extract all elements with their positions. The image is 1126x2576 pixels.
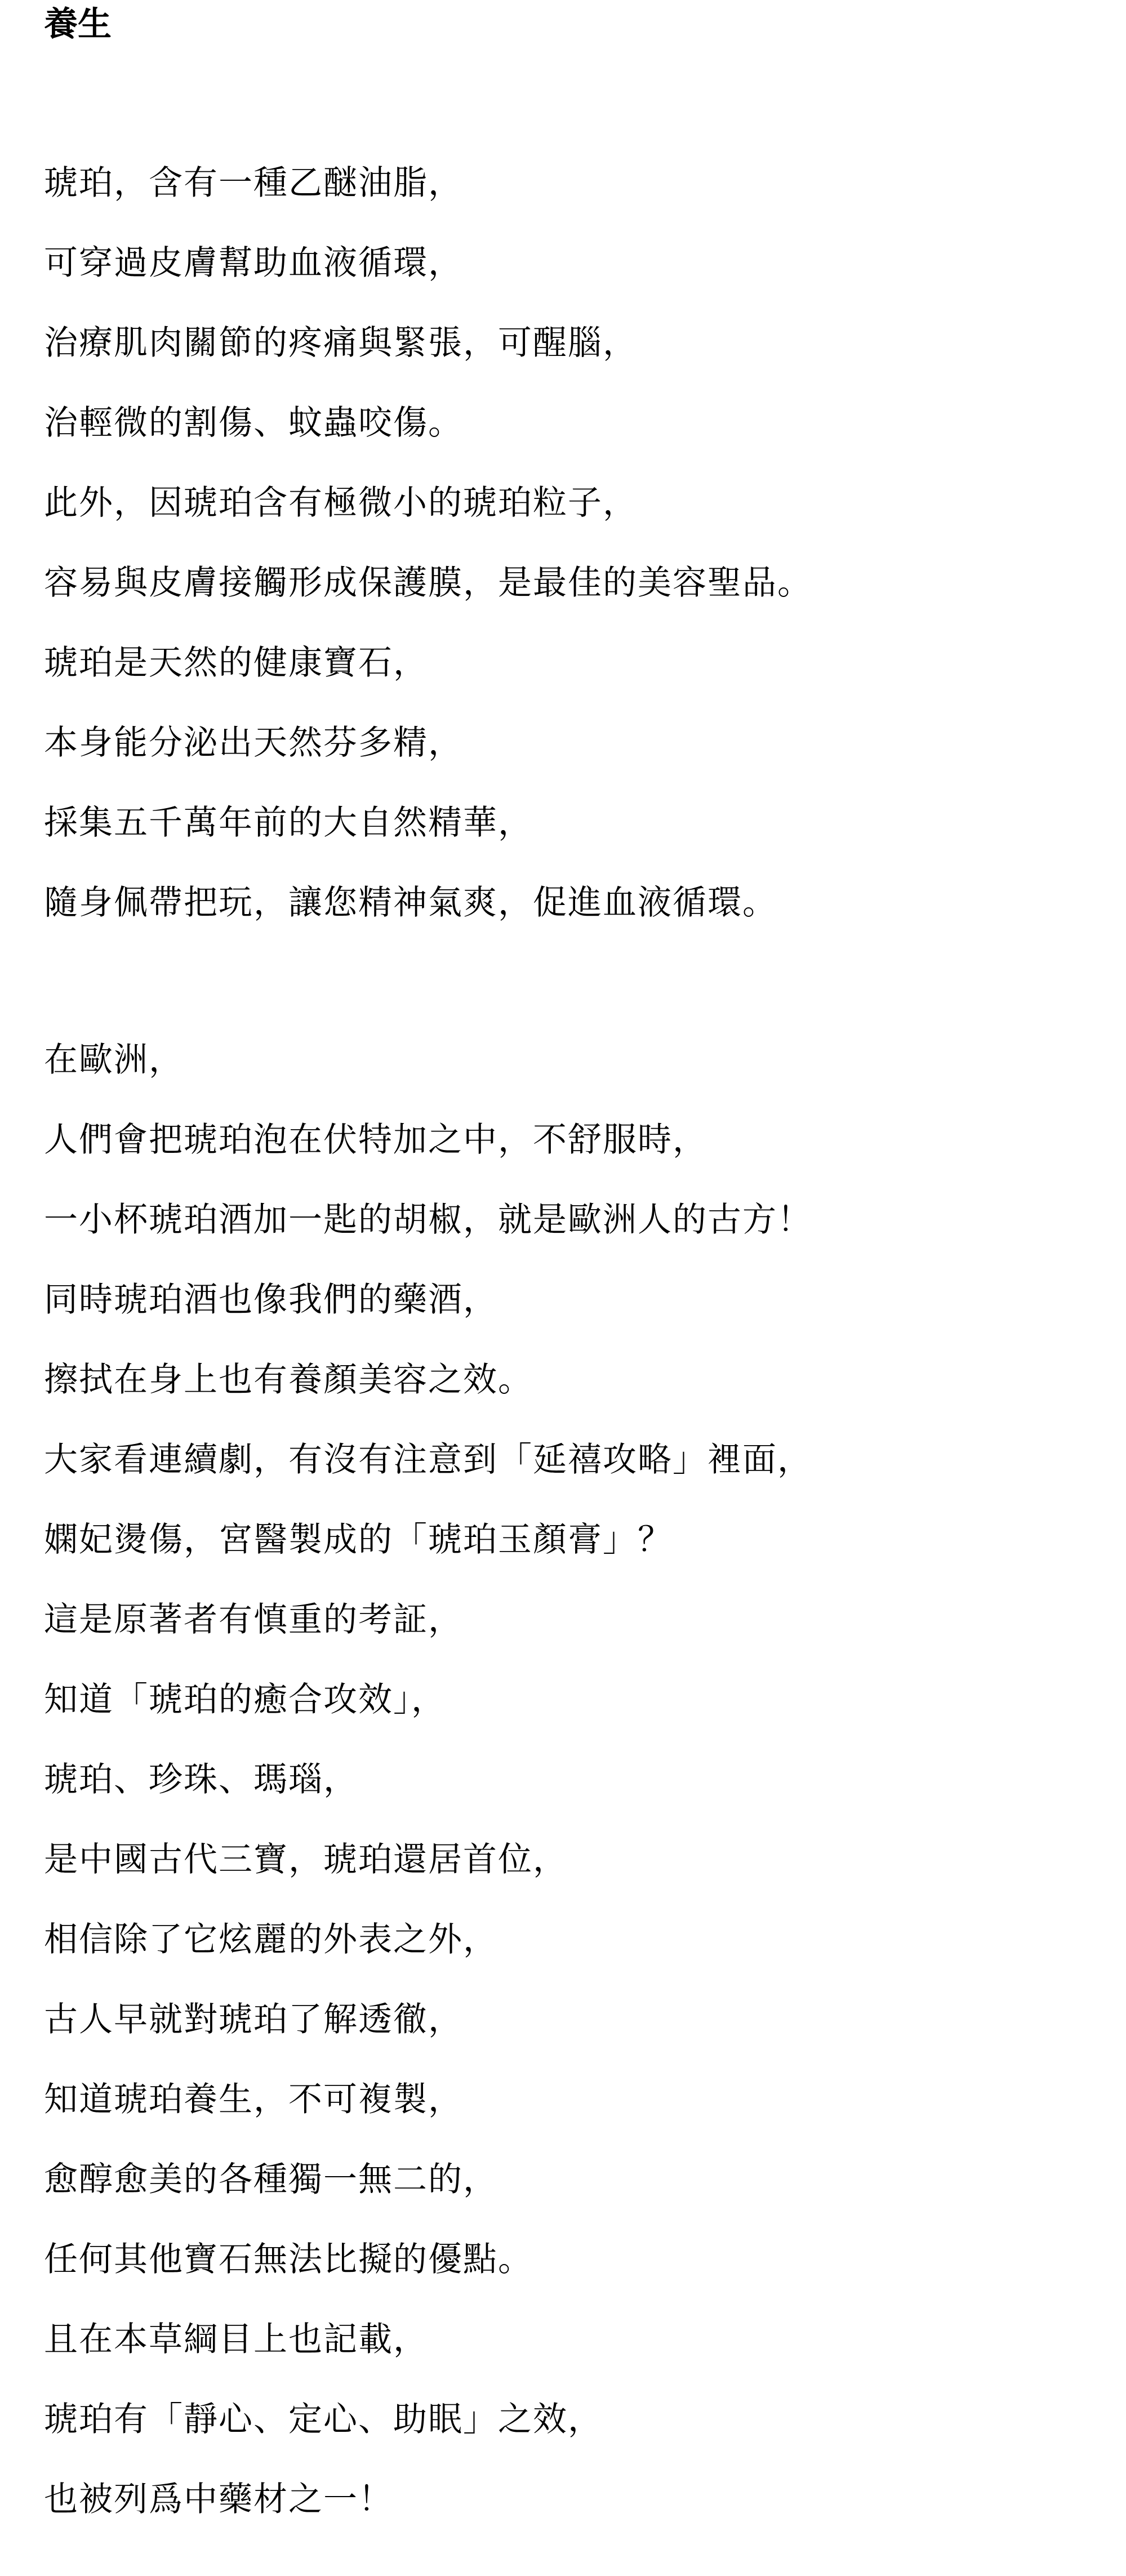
text-line: 容易與皮膚接觸形成保護膜，是最佳的美容聖品。 [44,563,812,603]
text-line: 嫻妃燙傷，宮醫製成的「琥珀玉顏膏」？ [44,1520,673,1559]
text-line: 也被列爲中藥材之一！ [44,2480,393,2519]
paragraph-2 [44,1040,1103,2560]
text-line: 這是原著者有慎重的考証， [44,1600,463,1639]
text-line: 擦拭在身上也有養顏美容之效。 [44,1360,533,1400]
text-line: 同時琥珀酒也像我們的藥酒， [44,1280,498,1320]
text-line: 一小杯琥珀酒加一匙的胡椒，就是歐洲人的古方！ [44,1200,812,1240]
text-line: 知道琥珀養生，不可複製， [44,2080,463,2119]
text-line: 可穿過皮膚幫助血液循環， [44,243,463,283]
text-line: 相信除了它炫麗的外表之外， [44,1920,498,1959]
text-line: 古人早就對琥珀了解透徹， [44,2000,463,2039]
text-line: 此外，因琥珀含有極微小的琥珀粒子， [44,483,638,523]
text-line: 採集五千萬年前的大自然精華， [44,803,533,843]
text-line: 任何其他寶石無法比擬的優點。 [44,2240,533,2279]
page-title: 養生 [44,5,112,44]
text-line: 治輕微的割傷、蚊蟲咬傷。 [44,403,463,443]
paragraph-1 [44,163,1103,963]
text-line: 本身能分泌出天然芬多精， [44,723,463,763]
text-line: 琥珀、珍珠、瑪瑙， [44,1760,358,1799]
text-line: 治療肌肉關節的疼痛與緊張，可醒腦， [44,323,638,363]
text-line: 大家看連續劇，有沒有注意到「延禧攻略」裡面， [44,1440,812,1479]
text-line: 隨身佩帶把玩，讓您精神氣爽，促進血液循環。 [44,883,777,922]
text-line: 琥珀是天然的健康寶石， [44,643,428,683]
text-line: 琥珀，含有一種乙醚油脂， [44,163,463,203]
text-line: 愈醇愈美的各種獨一無二的， [44,2160,498,2199]
text-line: 且在本草綱目上也記載， [44,2320,428,2359]
text-line: 是中國古代三寶，琥珀還居首位， [44,1840,568,1879]
text-line: 琥珀有「靜心、定心、助眠」之效， [44,2400,603,2439]
text-line: 在歐洲， [44,1040,184,1080]
text-line: 知道「琥珀的癒合攻效」， [44,1680,446,1719]
text-line: 人們會把琥珀泡在伏特加之中，不舒服時， [44,1120,707,1160]
